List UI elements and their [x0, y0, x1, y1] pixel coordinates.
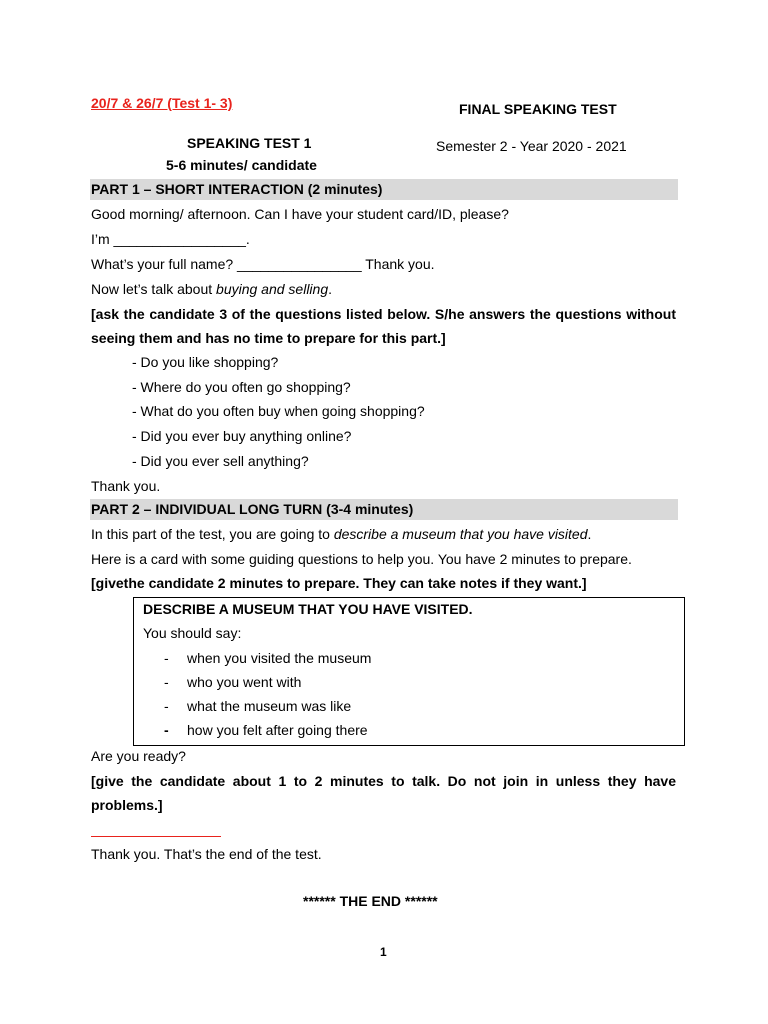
cue-card-title: DESCRIBE A MUSEUM THAT YOU HAVE VISITED. [143, 601, 473, 617]
question-item: - Did you ever sell anything? [132, 453, 309, 469]
talk-instruction: [give the candidate about 1 to 2 minutes to talk. Do not join in unless they have problems.] [91, 773, 676, 813]
fullname-line: What’s your full name? ________________ Thank you. [91, 256, 435, 272]
intro-suffix: . [587, 526, 592, 542]
cue-dash: - [164, 674, 169, 690]
final-speaking-test-title: FINAL SPEAKING TEST [459, 101, 617, 117]
card-line: Here is a card with some guiding questions to help you. You have 2 minutes to prepare. [91, 551, 632, 567]
question-item: - Do you like shopping? [132, 354, 279, 370]
intro-prefix: In this part of the test, you are going to [91, 526, 334, 542]
the-end: ****** THE END ****** [303, 893, 438, 909]
part2-intro [91, 526, 591, 542]
cue-point: when you visited the museum [187, 650, 372, 666]
duration-label: 5-6 minutes/ candidate [166, 157, 317, 173]
question-item: - Did you ever buy anything online? [132, 428, 352, 444]
page-number: 1 [380, 945, 387, 959]
test-dates: 20/7 & 26/7 (Test 1- 3) [91, 95, 233, 111]
cue-dash: - [164, 722, 169, 738]
topic-prefix: Now let’s talk about [91, 281, 217, 297]
part1-heading: PART 1 – SHORT INTERACTION (2 minutes) [91, 181, 383, 197]
cue-card-subtitle: You should say: [143, 625, 242, 641]
part2-heading-bar [90, 499, 678, 520]
topic-italic: buying and selling [216, 281, 329, 297]
question-item: - Where do you often go shopping? [132, 379, 351, 395]
cue-point: who you went with [187, 674, 302, 690]
greeting-line: Good morning/ afternoon. Can I have your student card/ID, please? [91, 206, 509, 222]
cue-card [133, 597, 685, 746]
speaking-test-title: SPEAKING TEST 1 [187, 135, 312, 151]
topic-line [91, 281, 332, 297]
topic-suffix: . [328, 281, 333, 297]
part1-instruction: [ask the candidate 3 of the questions listed below. S/he answers the questions without seeing them and has no time to prepare for this part.] [91, 306, 676, 346]
intro-italic: describe a museum that you have visited [333, 526, 588, 542]
cue-point: how you felt after going there [187, 722, 368, 738]
part1-heading-bar [90, 179, 678, 200]
question-item: - What do you often buy when going shopping? [132, 403, 425, 419]
part2-heading: PART 2 – INDIVIDUAL LONG TURN (3-4 minutes) [91, 501, 414, 517]
semester-label: Semester 2 - Year 2020 - 2021 [436, 138, 627, 154]
cue-point: what the museum was like [187, 698, 352, 714]
part1-thanks: Thank you. [91, 478, 161, 494]
cue-dash: - [164, 698, 169, 714]
red-signature-line [91, 836, 221, 837]
prep-instruction: [givethe candidate 2 minutes to prepare. They can take notes if they want.] [91, 575, 587, 591]
closing-line: Thank you. That’s the end of the test. [91, 846, 322, 862]
im-line: I’m _________________. [91, 231, 250, 247]
cue-dash: - [164, 650, 169, 666]
ready-line: Are you ready? [91, 748, 186, 764]
